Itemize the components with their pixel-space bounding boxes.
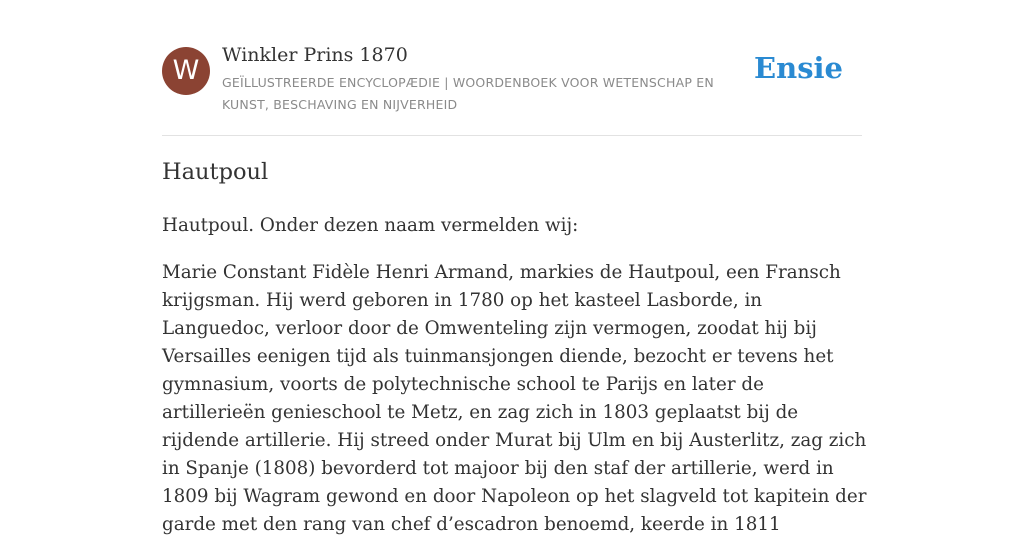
source-avatar[interactable]: W xyxy=(162,47,210,95)
article-title: Hautpoul xyxy=(162,159,269,185)
article-paragraph: Hautpoul. Onder dezen naam vermelden wij: xyxy=(162,215,579,236)
source-subtitle: GEÏLLUSTREERDE ENCYCLOPÆDIE | WOORDENBOEK VOOR WETENSCHAP EN KUNST, BESCHAVING EN NIJVERHEID xyxy=(222,75,714,112)
ensie-logo-link[interactable]: Ensie xyxy=(754,51,843,85)
article-paragraph: Marie Constant Fidèle Henri Armand, markies de Hautpoul, een Fransch krijgsman. Hij werd geboren in 1780 op het kasteel Lasborde, in Languedoc, verloor door de Omwenteling zijn vermogen, zoodat hij bij Versailles eenigen tijd als tuinmansjongen diende, bezocht er tevens het gymnasium, voorts de polytechnische school te Parijs en later de artillerieën genieschool te Metz, en zag zich in 1803 geplaatst bij de rijdende artillerie. Hij streed onder Murat bij Ulm en bij Austerlitz, zag zich in Spanje (1808) bevorderd tot majoor bij den staf der artillerie, werd in 1809 bij Wagram gewond en door Napoleon op het slagveld tot kapitein der garde met den rang van chef d’escadron benoemd, keerde in 1811 xyxy=(162,262,867,535)
source-header xyxy=(162,0,862,136)
article-body xyxy=(162,212,872,558)
page-container xyxy=(162,0,867,535)
source-title[interactable]: Winkler Prins 1870 xyxy=(222,44,408,66)
